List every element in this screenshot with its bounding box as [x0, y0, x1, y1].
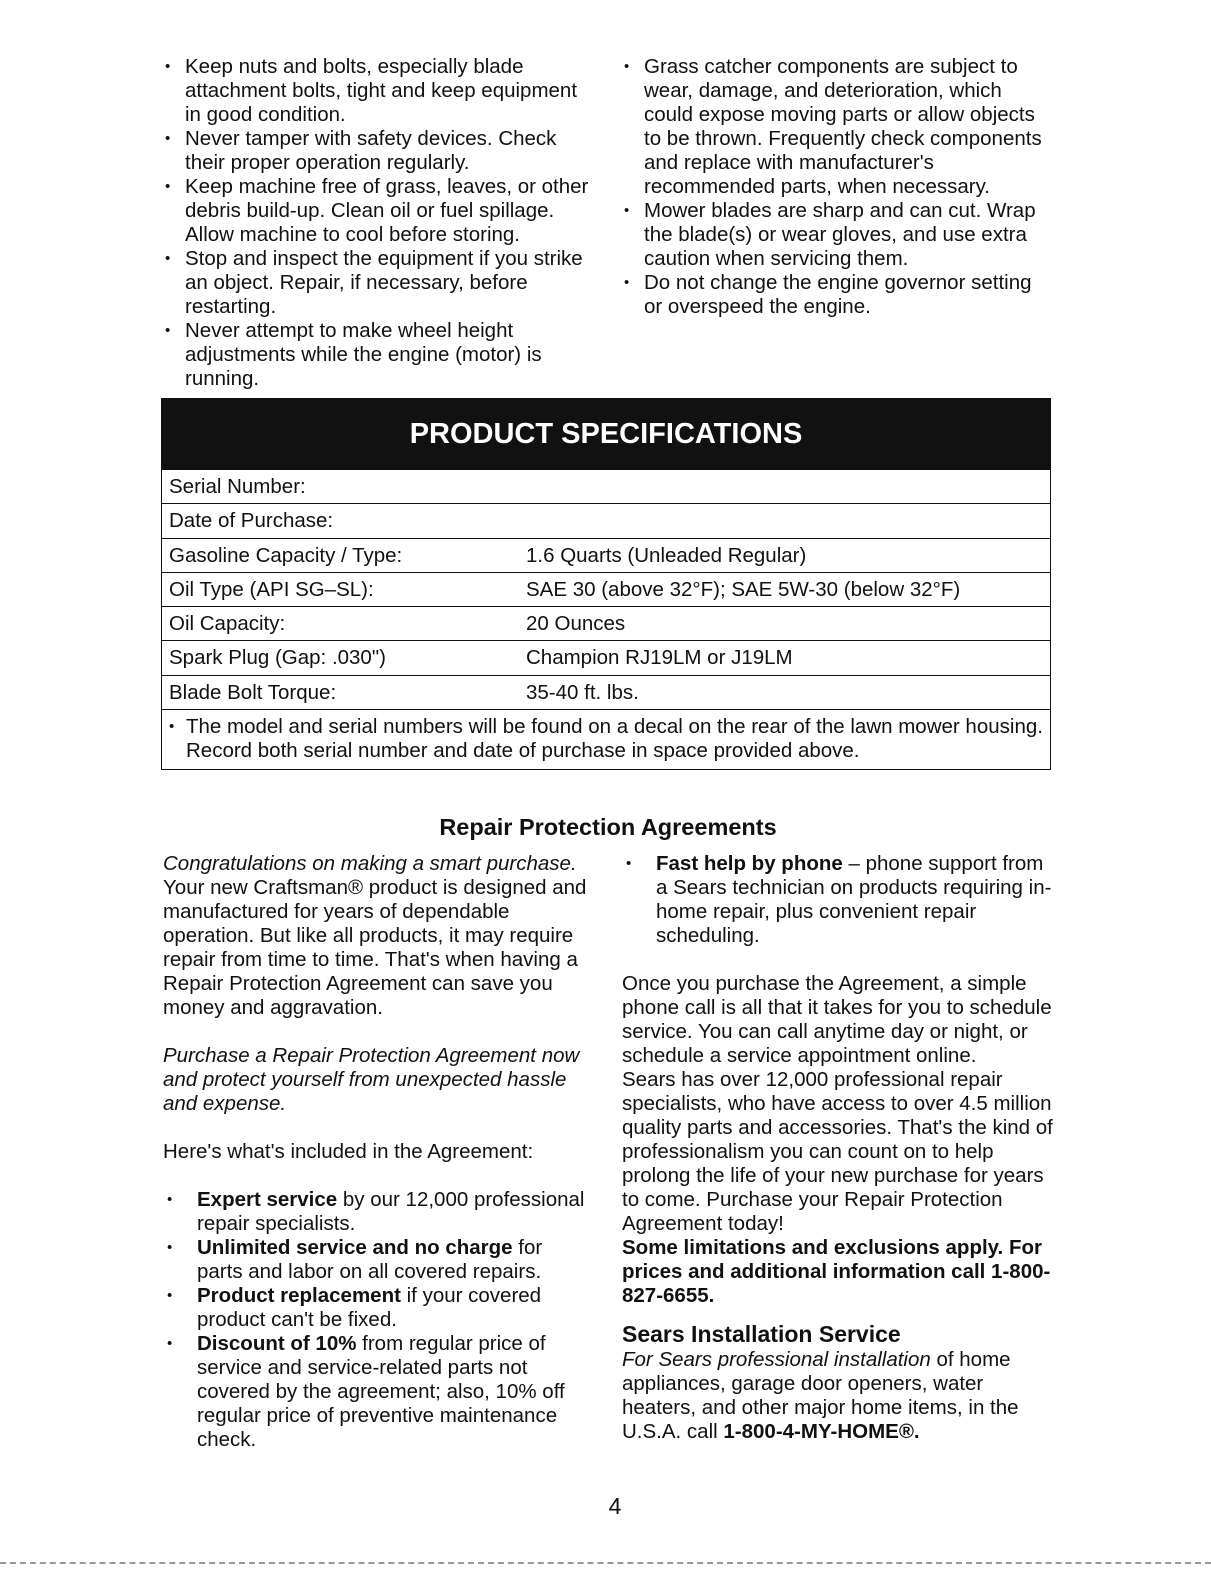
spec-note [162, 709, 1050, 769]
page-bottom-rule [0, 1562, 1211, 1564]
repair-protection-title: Repair Protection Agreements [439, 814, 777, 840]
spec-row [162, 469, 1050, 503]
rpa-benefit-bold: Fast help by phone [656, 852, 843, 875]
safety-item: • Mower blades are sharp and can cut. Wrap the blade(s) or wear gloves, and use extra caution when servicing them. [622, 199, 1052, 271]
specifications-title: PRODUCT SPECIFICATIONS [162, 399, 1050, 469]
spec-value: 35-40 ft. lbs. [526, 680, 639, 704]
spec-label: Spark Plug (Gap: .030") [169, 646, 386, 670]
rpa-benefit-text: – phone support from a Sears technician on products requiring in-home repair, plus convenient repair scheduling. [656, 852, 1052, 947]
safety-list-left [163, 55, 598, 391]
spec-label: Gasoline Capacity / Type: [169, 543, 403, 567]
spec-label: Date of Purchase: [169, 509, 334, 533]
spec-value: Champion RJ19LM or J19LM [526, 646, 793, 670]
rpa-benefit-item [163, 1188, 593, 1236]
spec-note-text: • The model and serial numbers will be found on a decal on the rear of the lawn mower housing. Record both serial number and date of purchase in space provided above. [169, 715, 1043, 763]
rpa-benefit-item [163, 1332, 593, 1452]
rpa-benefit-text: if your covered product can't be fixed. [197, 1284, 542, 1331]
rpa-benefit-text: by our 12,000 professional repair specialists. [197, 1188, 585, 1235]
spec-value [526, 504, 1050, 537]
rpa-intro-text: Your new Craftsman® product is designed and manufactured for years of dependable operation. But like all products, it may require repair from time to time. That's when having a Repair Protection Agreement can save you money and aggravation. [163, 876, 587, 1019]
rpa-benefit-item [163, 1284, 593, 1332]
rpa-intro [163, 852, 593, 1020]
rpa-benefit-item [163, 1236, 593, 1284]
spec-row [162, 606, 1050, 640]
rpa-left-column [163, 852, 593, 1452]
spec-value: 1.6 Quarts (Unleaded Regular) [526, 543, 807, 567]
installation-rest: of home appliances, garage door openers, water heaters, and other major home items, in the U.S.A. call [622, 1348, 1019, 1443]
spec-row [162, 572, 1050, 606]
safety-item: • Never tamper with safety devices. Check their proper operation regularly. [163, 127, 598, 175]
spec-value [526, 470, 1050, 503]
rpa-benefit-bold: Expert service [197, 1188, 338, 1211]
rpa-benefit-bold: Unlimited service and no charge [197, 1236, 513, 1259]
installation-phone: 1-800-4-MY-HOME®. [723, 1420, 920, 1443]
spec-value: 20 Ounces [526, 612, 626, 636]
rpa-benefit-text: for parts and labor on all covered repairs. [197, 1236, 543, 1283]
safety-item: • Grass catcher components are subject to wear, damage, and deterioration, which could expose moving parts or allow objects to be thrown. Frequently check components and replace with manufacturer's recommended parts, when necessary. [622, 55, 1052, 199]
rpa-benefit-text: from regular price of service and service-related parts not covered by the agreement; also, 10% off regular price of preventive maintenance check. [197, 1332, 565, 1451]
rpa-benefits-list [163, 1188, 593, 1452]
page-number: 4 [608, 1493, 622, 1519]
rpa-purchase-callout: Purchase a Repair Protection Agreement now and protect yourself from unexpected hassle and expense. [163, 1044, 580, 1115]
spec-label: Oil Capacity: [169, 612, 286, 636]
installation-italic: For Sears professional installation [622, 1348, 931, 1371]
rpa-benefit-item [622, 852, 1054, 948]
rpa-once-text: Once you purchase the Agreement, a simple phone call is all that it takes for you to schedule service. You can call anytime day or night, or schedule a service appointment online. [622, 972, 1052, 1067]
rpa-intro-italic: Congratulations on making a smart purchase. [163, 852, 577, 875]
installation-text [622, 1348, 1054, 1444]
spec-row [162, 503, 1050, 537]
rpa-benefit-bold: Discount of 10% [197, 1332, 357, 1355]
spec-label: Blade Bolt Torque: [169, 680, 337, 704]
safety-item: • Keep machine free of grass, leaves, or other debris build-up. Clean oil or fuel spillage. Allow machine to cool before storing. [163, 175, 598, 247]
spec-row [162, 675, 1050, 709]
spec-row [162, 640, 1050, 674]
rpa-benefits-list-continued [622, 852, 1054, 948]
safety-item: • Stop and inspect the equipment if you strike an object. Repair, if necessary, before restarting. [163, 247, 598, 319]
rpa-limitations: Some limitations and exclusions apply. For prices and additional information call 1-800-827-6655. [622, 1236, 1051, 1307]
rpa-sears-text: Sears has over 12,000 professional repair specialists, who have access to over 4.5 million quality parts and accessories. That's the kind of professionalism you can count on to help prolong the life of your new purchase for years to come. Purchase your Repair Protection Agreement today! [622, 1068, 1053, 1235]
safety-item: • Do not change the engine governor setting or overspeed the engine. [622, 271, 1052, 319]
safety-list-right [622, 55, 1052, 319]
spec-label: Serial Number: [169, 475, 306, 498]
rpa-right-column [622, 852, 1054, 1444]
product-specifications-table [161, 398, 1051, 770]
spec-value: SAE 30 (above 32°F); SAE 5W-30 (below 32°F) [526, 577, 961, 601]
spec-label: Oil Type (API SG–SL): [169, 577, 374, 601]
safety-item: • Never attempt to make wheel height adjustments while the engine (motor) is running. [163, 319, 598, 391]
spec-row [162, 538, 1050, 572]
rpa-included-intro: Here's what's included in the Agreement: [163, 1140, 534, 1163]
safety-item: • Keep nuts and bolts, especially blade attachment bolts, tight and keep equipment in good condition. [163, 55, 598, 127]
installation-title: Sears Installation Service [622, 1321, 901, 1347]
rpa-benefit-bold: Product replacement [197, 1284, 401, 1307]
